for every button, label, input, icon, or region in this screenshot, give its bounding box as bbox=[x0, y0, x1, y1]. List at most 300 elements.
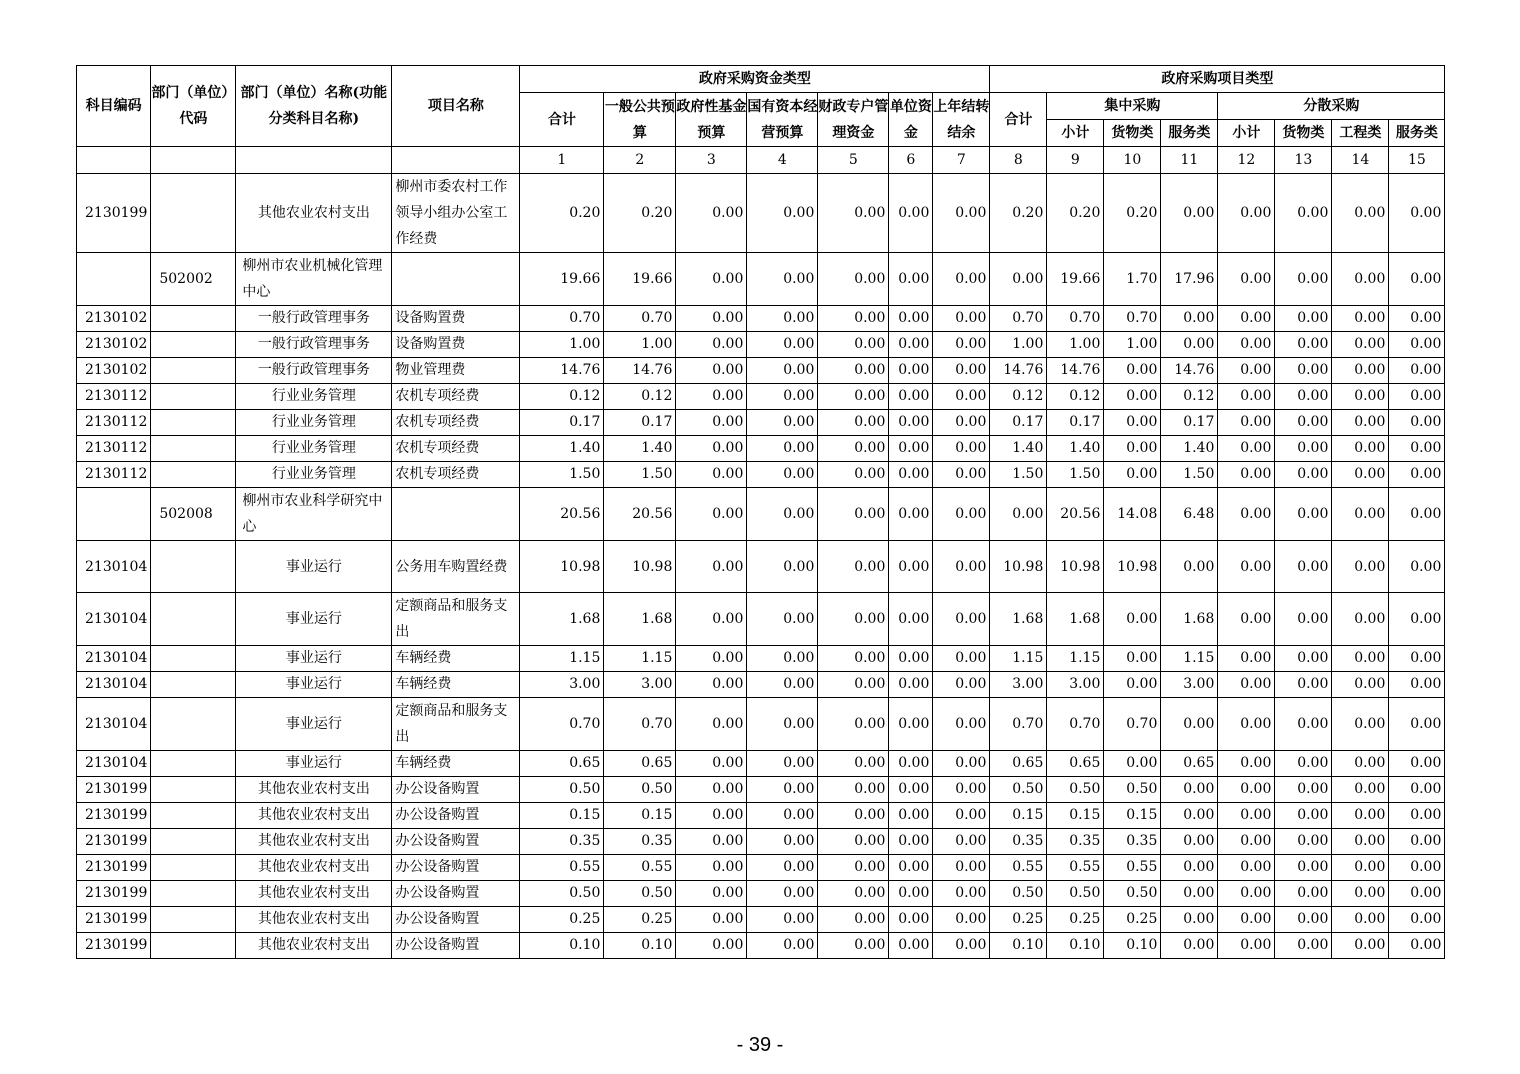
cell-value: 0.00 bbox=[747, 488, 818, 541]
cell-value: 1.68 bbox=[990, 593, 1047, 646]
cell-dept-name: 行业业务管理 bbox=[236, 462, 392, 488]
cell-value: 0.00 bbox=[933, 829, 990, 855]
cell-value: 3.00 bbox=[604, 672, 676, 698]
cell-value: 1.00 bbox=[1104, 332, 1161, 358]
cell-project: 车辆经费 bbox=[392, 672, 520, 698]
cell-value: 0.00 bbox=[1218, 933, 1275, 959]
cell-value: 3.00 bbox=[990, 672, 1047, 698]
cell-value: 1.40 bbox=[1047, 436, 1104, 462]
index-cell: 5 bbox=[818, 147, 889, 174]
cell-value: 0.00 bbox=[818, 933, 889, 959]
cell-value: 0.20 bbox=[1047, 174, 1104, 253]
index-cell: 4 bbox=[747, 147, 818, 174]
table-row bbox=[77, 777, 1445, 803]
cell-value: 0.00 bbox=[747, 253, 818, 306]
cell-value: 0.35 bbox=[990, 829, 1047, 855]
cell-value: 0.20 bbox=[990, 174, 1047, 253]
cell-dept-code bbox=[151, 777, 236, 803]
cell-value: 0.00 bbox=[1275, 593, 1332, 646]
cell-value: 0.00 bbox=[676, 881, 747, 907]
cell-value: 0.50 bbox=[604, 777, 676, 803]
cell-value: 0.00 bbox=[1332, 384, 1389, 410]
cell-value: 0.00 bbox=[818, 672, 889, 698]
cell-value: 0.00 bbox=[933, 384, 990, 410]
header-proj-total: 合计 bbox=[990, 93, 1047, 147]
cell-value: 0.50 bbox=[1104, 881, 1161, 907]
cell-value: 0.00 bbox=[1104, 462, 1161, 488]
cell-value: 0.70 bbox=[1047, 306, 1104, 332]
index-blank bbox=[77, 147, 151, 174]
cell-value: 1.50 bbox=[1047, 462, 1104, 488]
cell-value: 0.00 bbox=[1332, 751, 1389, 777]
cell-value: 0.00 bbox=[1104, 672, 1161, 698]
cell-dept-code bbox=[151, 751, 236, 777]
cell-value: 0.70 bbox=[520, 306, 604, 332]
cell-dept-code bbox=[151, 384, 236, 410]
cell-value: 0.00 bbox=[1275, 698, 1332, 751]
cell-value: 0.00 bbox=[818, 306, 889, 332]
cell-value: 0.00 bbox=[818, 332, 889, 358]
cell-value: 0.00 bbox=[676, 751, 747, 777]
cell-value: 0.00 bbox=[1332, 646, 1389, 672]
cell-value: 0.00 bbox=[1389, 803, 1445, 829]
cell-value: 0.00 bbox=[933, 436, 990, 462]
cell-value: 0.00 bbox=[1218, 672, 1275, 698]
cell-value: 0.00 bbox=[1332, 829, 1389, 855]
cell-value: 0.20 bbox=[1104, 174, 1161, 253]
cell-value: 0.00 bbox=[1389, 646, 1445, 672]
cell-value: 0.00 bbox=[933, 358, 990, 384]
cell-value: 0.00 bbox=[889, 462, 933, 488]
cell-value: 1.50 bbox=[990, 462, 1047, 488]
cell-value: 0.00 bbox=[1275, 933, 1332, 959]
cell-value: 0.35 bbox=[1047, 829, 1104, 855]
cell-value: 6.48 bbox=[1161, 488, 1218, 541]
cell-value: 0.35 bbox=[520, 829, 604, 855]
cell-value: 0.00 bbox=[889, 253, 933, 306]
cell-value: 0.12 bbox=[604, 384, 676, 410]
cell-value: 0.00 bbox=[1332, 933, 1389, 959]
cell-value: 0.12 bbox=[1047, 384, 1104, 410]
table-row bbox=[77, 436, 1445, 462]
cell-value: 0.10 bbox=[1104, 933, 1161, 959]
table-row bbox=[77, 462, 1445, 488]
cell-value: 0.00 bbox=[818, 358, 889, 384]
cell-value: 1.50 bbox=[604, 462, 676, 488]
cell-dept-code bbox=[151, 855, 236, 881]
cell-value: 0.00 bbox=[1275, 541, 1332, 593]
cell-code: 2130112 bbox=[77, 410, 151, 436]
cell-value: 0.00 bbox=[1275, 803, 1332, 829]
cell-value: 0.00 bbox=[933, 698, 990, 751]
cell-value: 0.15 bbox=[1104, 803, 1161, 829]
cell-dept-code bbox=[151, 698, 236, 751]
cell-value: 0.00 bbox=[1275, 488, 1332, 541]
cell-value: 14.76 bbox=[520, 358, 604, 384]
table-row bbox=[77, 646, 1445, 672]
cell-value: 0.00 bbox=[676, 384, 747, 410]
cell-value: 0.00 bbox=[1218, 462, 1275, 488]
cell-value: 0.50 bbox=[520, 881, 604, 907]
cell-value: 0.17 bbox=[520, 410, 604, 436]
cell-value: 0.00 bbox=[818, 907, 889, 933]
cell-value: 0.50 bbox=[1047, 881, 1104, 907]
header-fund-gov: 政府性基金预算 bbox=[676, 93, 747, 147]
cell-value: 0.00 bbox=[676, 672, 747, 698]
cell-value: 0.00 bbox=[1161, 881, 1218, 907]
cell-value: 0.00 bbox=[1275, 829, 1332, 855]
cell-value: 0.00 bbox=[933, 751, 990, 777]
cell-value: 0.00 bbox=[1275, 332, 1332, 358]
cell-dept-name: 一般行政管理事务 bbox=[236, 306, 392, 332]
cell-value: 0.00 bbox=[1332, 855, 1389, 881]
cell-value: 0.00 bbox=[889, 672, 933, 698]
cell-value: 0.17 bbox=[1047, 410, 1104, 436]
header-d-goods: 货物类 bbox=[1275, 120, 1332, 147]
cell-value: 0.00 bbox=[889, 488, 933, 541]
cell-value: 0.00 bbox=[1332, 488, 1389, 541]
cell-value: 1.68 bbox=[1047, 593, 1104, 646]
cell-dept-name: 柳州市农业机械化管理中心 bbox=[236, 253, 392, 306]
cell-value: 0.00 bbox=[1332, 593, 1389, 646]
cell-value: 0.00 bbox=[1218, 306, 1275, 332]
table-row bbox=[77, 488, 1445, 541]
cell-value: 0.00 bbox=[1389, 751, 1445, 777]
cell-dept-code bbox=[151, 803, 236, 829]
cell-project: 农机专项经费 bbox=[392, 410, 520, 436]
index-cell: 6 bbox=[889, 147, 933, 174]
cell-value: 0.00 bbox=[889, 332, 933, 358]
cell-value: 0.70 bbox=[1104, 698, 1161, 751]
cell-value: 14.76 bbox=[604, 358, 676, 384]
cell-value: 0.00 bbox=[1332, 410, 1389, 436]
cell-value: 0.00 bbox=[933, 933, 990, 959]
cell-value: 1.40 bbox=[520, 436, 604, 462]
cell-value: 0.15 bbox=[604, 803, 676, 829]
index-cell: 15 bbox=[1389, 147, 1445, 174]
cell-value: 0.00 bbox=[1332, 306, 1389, 332]
cell-value: 0.00 bbox=[818, 436, 889, 462]
cell-value: 0.00 bbox=[676, 332, 747, 358]
cell-value: 0.00 bbox=[747, 751, 818, 777]
cell-value: 19.66 bbox=[604, 253, 676, 306]
cell-code: 2130102 bbox=[77, 306, 151, 332]
index-row bbox=[77, 147, 1445, 174]
table-row bbox=[77, 672, 1445, 698]
cell-value: 0.00 bbox=[933, 593, 990, 646]
cell-value: 0.00 bbox=[1218, 855, 1275, 881]
cell-value: 0.00 bbox=[1389, 881, 1445, 907]
cell-value: 0.00 bbox=[889, 593, 933, 646]
cell-dept-name: 其他农业农村支出 bbox=[236, 174, 392, 253]
cell-value: 0.00 bbox=[990, 253, 1047, 306]
cell-value: 0.00 bbox=[933, 306, 990, 332]
cell-value: 0.00 bbox=[1332, 881, 1389, 907]
cell-value: 0.00 bbox=[1275, 462, 1332, 488]
header-fund-carry: 上年结转结余 bbox=[933, 93, 990, 147]
cell-value: 20.56 bbox=[520, 488, 604, 541]
cell-value: 0.00 bbox=[1275, 306, 1332, 332]
cell-value: 0.00 bbox=[1389, 855, 1445, 881]
index-blank bbox=[151, 147, 236, 174]
cell-value: 0.65 bbox=[604, 751, 676, 777]
cell-dept-name: 行业业务管理 bbox=[236, 384, 392, 410]
cell-value: 0.00 bbox=[818, 777, 889, 803]
cell-dept-name: 柳州市农业科学研究中心 bbox=[236, 488, 392, 541]
cell-value: 0.00 bbox=[1332, 174, 1389, 253]
cell-value: 0.00 bbox=[889, 358, 933, 384]
cell-value: 0.00 bbox=[818, 462, 889, 488]
cell-value: 0.00 bbox=[1389, 698, 1445, 751]
cell-value: 0.20 bbox=[520, 174, 604, 253]
cell-project: 办公设备购置 bbox=[392, 933, 520, 959]
cell-value: 0.00 bbox=[1218, 174, 1275, 253]
cell-value: 0.65 bbox=[1047, 751, 1104, 777]
cell-value: 0.65 bbox=[990, 751, 1047, 777]
cell-value: 0.00 bbox=[1218, 358, 1275, 384]
cell-value: 0.00 bbox=[1161, 933, 1218, 959]
cell-value: 0.00 bbox=[1389, 174, 1445, 253]
cell-value: 0.15 bbox=[1047, 803, 1104, 829]
cell-value: 0.00 bbox=[1332, 253, 1389, 306]
cell-value: 0.00 bbox=[818, 803, 889, 829]
cell-value: 1.15 bbox=[1161, 646, 1218, 672]
cell-value: 1.15 bbox=[1047, 646, 1104, 672]
cell-value: 0.00 bbox=[889, 410, 933, 436]
cell-value: 0.00 bbox=[933, 881, 990, 907]
cell-value: 0.00 bbox=[1161, 829, 1218, 855]
cell-value: 0.00 bbox=[676, 593, 747, 646]
cell-value: 0.00 bbox=[1332, 332, 1389, 358]
cell-code: 2130199 bbox=[77, 881, 151, 907]
cell-value: 0.00 bbox=[933, 907, 990, 933]
cell-value: 0.00 bbox=[1275, 672, 1332, 698]
cell-value: 0.00 bbox=[1104, 646, 1161, 672]
cell-project: 办公设备购置 bbox=[392, 907, 520, 933]
cell-value: 0.00 bbox=[818, 855, 889, 881]
cell-value: 0.00 bbox=[933, 332, 990, 358]
cell-value: 0.17 bbox=[1161, 410, 1218, 436]
cell-value: 1.00 bbox=[990, 332, 1047, 358]
cell-code: 2130199 bbox=[77, 174, 151, 253]
table-row bbox=[77, 881, 1445, 907]
cell-project: 办公设备购置 bbox=[392, 777, 520, 803]
cell-code: 2130102 bbox=[77, 332, 151, 358]
header-fund-state: 国有资本经营预算 bbox=[747, 93, 818, 147]
cell-dept-name: 其他农业农村支出 bbox=[236, 803, 392, 829]
cell-value: 0.00 bbox=[1332, 907, 1389, 933]
cell-value: 0.00 bbox=[1161, 855, 1218, 881]
index-cell: 7 bbox=[933, 147, 990, 174]
table-row bbox=[77, 593, 1445, 646]
cell-value: 0.00 bbox=[1332, 541, 1389, 593]
index-blank bbox=[392, 147, 520, 174]
cell-value: 0.65 bbox=[520, 751, 604, 777]
cell-code bbox=[77, 488, 151, 541]
cell-value: 0.15 bbox=[520, 803, 604, 829]
cell-value: 0.00 bbox=[676, 174, 747, 253]
cell-value: 0.00 bbox=[1218, 829, 1275, 855]
cell-value: 0.55 bbox=[604, 855, 676, 881]
cell-dept-name: 事业运行 bbox=[236, 593, 392, 646]
cell-value: 0.00 bbox=[933, 174, 990, 253]
table-row bbox=[77, 907, 1445, 933]
cell-project: 定额商品和服务支出 bbox=[392, 698, 520, 751]
cell-value: 10.98 bbox=[1047, 541, 1104, 593]
cell-value: 0.00 bbox=[1389, 306, 1445, 332]
cell-value: 0.00 bbox=[889, 436, 933, 462]
cell-value: 0.00 bbox=[889, 881, 933, 907]
cell-value: 0.00 bbox=[747, 593, 818, 646]
index-cell: 10 bbox=[1104, 147, 1161, 174]
cell-value: 0.10 bbox=[990, 933, 1047, 959]
cell-value: 17.96 bbox=[1161, 253, 1218, 306]
cell-value: 0.00 bbox=[676, 803, 747, 829]
cell-dept-code bbox=[151, 174, 236, 253]
table-header bbox=[77, 66, 1445, 174]
cell-project: 车辆经费 bbox=[392, 751, 520, 777]
cell-dept-name: 事业运行 bbox=[236, 698, 392, 751]
cell-value: 0.00 bbox=[889, 855, 933, 881]
cell-value: 0.25 bbox=[604, 907, 676, 933]
cell-value: 0.00 bbox=[1218, 907, 1275, 933]
header-project: 项目名称 bbox=[392, 66, 520, 147]
cell-value: 0.00 bbox=[676, 777, 747, 803]
cell-value: 0.00 bbox=[1389, 829, 1445, 855]
cell-project: 公务用车购置经费 bbox=[392, 541, 520, 593]
index-blank bbox=[236, 147, 392, 174]
cell-value: 0.00 bbox=[1275, 253, 1332, 306]
cell-value: 0.00 bbox=[1332, 358, 1389, 384]
header-dept-name: 部门（单位）名称(功能分类科目名称) bbox=[236, 66, 392, 147]
cell-value: 10.98 bbox=[604, 541, 676, 593]
cell-value: 0.00 bbox=[747, 384, 818, 410]
cell-value: 0.12 bbox=[990, 384, 1047, 410]
cell-value: 0.55 bbox=[990, 855, 1047, 881]
cell-value: 0.00 bbox=[1275, 174, 1332, 253]
cell-value: 0.00 bbox=[818, 881, 889, 907]
cell-value: 0.00 bbox=[676, 541, 747, 593]
cell-dept-code bbox=[151, 332, 236, 358]
cell-value: 0.00 bbox=[1332, 698, 1389, 751]
header-code: 科目编码 bbox=[77, 66, 151, 147]
cell-value: 0.00 bbox=[747, 646, 818, 672]
header-fund-total: 合计 bbox=[520, 93, 604, 147]
cell-dept-name: 一般行政管理事务 bbox=[236, 332, 392, 358]
cell-value: 1.50 bbox=[1161, 462, 1218, 488]
cell-value: 0.00 bbox=[1161, 698, 1218, 751]
cell-value: 0.00 bbox=[747, 829, 818, 855]
cell-value: 0.55 bbox=[1104, 855, 1161, 881]
cell-value: 0.00 bbox=[1389, 332, 1445, 358]
cell-value: 0.00 bbox=[1389, 907, 1445, 933]
cell-value: 0.00 bbox=[1104, 384, 1161, 410]
cell-value: 0.00 bbox=[1218, 541, 1275, 593]
cell-value: 0.00 bbox=[1218, 881, 1275, 907]
cell-value: 14.08 bbox=[1104, 488, 1161, 541]
index-cell: 2 bbox=[604, 147, 676, 174]
header-c-goods: 货物类 bbox=[1104, 120, 1161, 147]
cell-dept-code bbox=[151, 933, 236, 959]
header-central-group: 集中采购 bbox=[1047, 93, 1218, 120]
cell-project: 办公设备购置 bbox=[392, 881, 520, 907]
cell-value: 0.00 bbox=[1389, 777, 1445, 803]
cell-value: 0.25 bbox=[1104, 907, 1161, 933]
cell-value: 0.00 bbox=[747, 174, 818, 253]
cell-code: 2130199 bbox=[77, 907, 151, 933]
cell-value: 0.00 bbox=[818, 646, 889, 672]
cell-value: 3.00 bbox=[1047, 672, 1104, 698]
cell-code bbox=[77, 253, 151, 306]
cell-value: 0.00 bbox=[933, 488, 990, 541]
cell-value: 0.00 bbox=[1275, 881, 1332, 907]
cell-value: 0.00 bbox=[1389, 384, 1445, 410]
cell-value: 0.00 bbox=[818, 751, 889, 777]
cell-value: 0.00 bbox=[747, 332, 818, 358]
cell-value: 0.70 bbox=[604, 306, 676, 332]
cell-value: 0.00 bbox=[1218, 488, 1275, 541]
cell-value: 3.00 bbox=[1161, 672, 1218, 698]
cell-value: 0.00 bbox=[1104, 436, 1161, 462]
cell-value: 0.00 bbox=[933, 541, 990, 593]
cell-value: 20.56 bbox=[604, 488, 676, 541]
cell-value: 0.10 bbox=[604, 933, 676, 959]
cell-value: 0.00 bbox=[933, 253, 990, 306]
cell-value: 0.00 bbox=[889, 646, 933, 672]
cell-value: 0.00 bbox=[818, 488, 889, 541]
cell-value: 0.00 bbox=[676, 306, 747, 332]
cell-value: 0.00 bbox=[747, 541, 818, 593]
cell-value: 0.00 bbox=[990, 488, 1047, 541]
cell-code: 2130104 bbox=[77, 672, 151, 698]
cell-value: 0.00 bbox=[1104, 751, 1161, 777]
cell-value: 0.00 bbox=[1104, 358, 1161, 384]
cell-value: 0.00 bbox=[676, 933, 747, 959]
cell-value: 0.00 bbox=[889, 907, 933, 933]
cell-value: 0.00 bbox=[1332, 777, 1389, 803]
cell-value: 1.68 bbox=[520, 593, 604, 646]
cell-value: 3.00 bbox=[520, 672, 604, 698]
cell-dept-code bbox=[151, 593, 236, 646]
cell-value: 0.00 bbox=[1275, 436, 1332, 462]
cell-value: 0.00 bbox=[1389, 253, 1445, 306]
table-row bbox=[77, 384, 1445, 410]
cell-dept-name: 其他农业农村支出 bbox=[236, 829, 392, 855]
cell-value: 0.25 bbox=[520, 907, 604, 933]
cell-value: 0.00 bbox=[933, 646, 990, 672]
cell-value: 0.65 bbox=[1161, 751, 1218, 777]
index-cell: 12 bbox=[1218, 147, 1275, 174]
cell-value: 1.40 bbox=[604, 436, 676, 462]
cell-value: 0.00 bbox=[1218, 803, 1275, 829]
cell-value: 0.50 bbox=[604, 881, 676, 907]
cell-value: 0.70 bbox=[520, 698, 604, 751]
table-row bbox=[77, 829, 1445, 855]
cell-project: 农机专项经费 bbox=[392, 436, 520, 462]
index-cell: 1 bbox=[520, 147, 604, 174]
cell-code: 2130199 bbox=[77, 829, 151, 855]
cell-value: 0.50 bbox=[1104, 777, 1161, 803]
cell-value: 0.00 bbox=[747, 410, 818, 436]
cell-value: 0.70 bbox=[1047, 698, 1104, 751]
cell-value: 14.76 bbox=[1161, 358, 1218, 384]
table-row bbox=[77, 410, 1445, 436]
cell-dept-code bbox=[151, 881, 236, 907]
table-row bbox=[77, 698, 1445, 751]
header-dept-code: 部门（单位）代码 bbox=[151, 66, 236, 147]
table-row bbox=[77, 751, 1445, 777]
cell-value: 0.00 bbox=[676, 907, 747, 933]
